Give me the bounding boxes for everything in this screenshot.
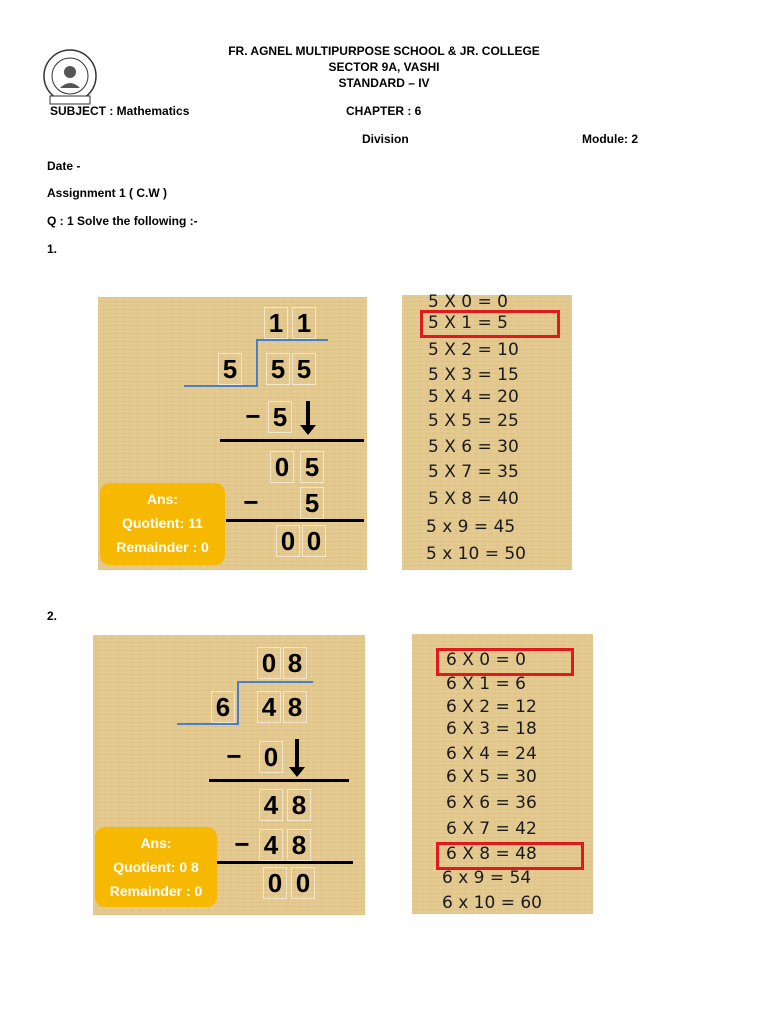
division-bar	[237, 681, 313, 683]
bring-down-digit: 5	[300, 451, 324, 483]
subtract-digit: 5	[268, 401, 292, 433]
table-row: 5 X 6 = 30	[428, 437, 519, 457]
school-sector: SECTOR 9A, VASHI	[328, 60, 440, 74]
table-row: 6 x 10 = 60	[442, 893, 542, 913]
bring-down-arrow-head-icon	[300, 425, 316, 435]
division-bar	[256, 339, 328, 341]
subtract-digit: 0	[259, 741, 283, 773]
table-row: 6 X 2 = 12	[446, 697, 537, 717]
bring-down-digit: 0	[270, 451, 294, 483]
answer-remainder: Remainder : 0	[109, 883, 203, 899]
minus-sign: −	[234, 829, 250, 859]
bring-down-arrow-icon	[295, 739, 299, 769]
date-label: Date -	[47, 159, 81, 173]
module-label: Module: 2	[582, 132, 638, 146]
table-row: 5 X 1 = 5	[428, 313, 508, 333]
subtraction-line	[226, 519, 364, 522]
division-panel-2	[93, 635, 365, 915]
remainder-digit: 0	[276, 525, 300, 557]
subtraction-line	[209, 861, 353, 864]
table-row: 6 X 5 = 30	[446, 767, 537, 787]
bring-down-arrow-icon	[306, 401, 310, 427]
table-row: 5 X 7 = 35	[428, 462, 519, 482]
minus-sign: −	[226, 741, 242, 771]
answer-title: Ans:	[146, 491, 179, 507]
highlight-box	[420, 310, 560, 338]
answer-title: Ans:	[140, 835, 172, 851]
table-row: 5 X 2 = 10	[428, 340, 519, 360]
remainder-digit: 0	[291, 867, 315, 899]
table-row: 5 X 5 = 25	[428, 411, 519, 431]
dividend-digit: 5	[266, 353, 290, 385]
answer-quotient: Quotient: 11	[122, 515, 203, 531]
table-row: 5 x 10 = 50	[426, 544, 526, 564]
table-row: 5 X 3 = 15	[428, 365, 519, 385]
table-row: 5 X 8 = 40	[428, 489, 519, 509]
bring-down-arrow-head-icon	[289, 767, 305, 777]
dividend-digit: 4	[257, 691, 281, 723]
times-table-6	[412, 634, 593, 914]
divisor-digit: 5	[218, 353, 242, 385]
subtraction-line	[209, 779, 349, 782]
dividend-digit: 8	[283, 691, 307, 723]
answer-box	[95, 827, 217, 907]
table-row: 6 X 7 = 42	[446, 819, 537, 839]
bring-down-digit: 4	[259, 789, 283, 821]
quotient-digit: 1	[264, 307, 288, 339]
subtraction-line	[220, 439, 364, 442]
table-row: 5 x 9 = 45	[426, 517, 516, 537]
school-name: FR. AGNEL MULTIPURPOSE SCHOOL & JR. COLLEGE	[228, 44, 540, 58]
divisor-underline	[177, 723, 239, 725]
subtract-digit: 5	[300, 487, 324, 519]
remainder-digit: 0	[302, 525, 326, 557]
answer-remainder: Remainder : 0	[116, 539, 209, 555]
answer-box	[100, 483, 225, 565]
assignment-label: Assignment 1 ( C.W )	[47, 186, 168, 200]
minus-sign: −	[245, 401, 261, 431]
subtract-digit: 8	[287, 829, 311, 861]
table-row: 6 X 4 = 24	[446, 744, 537, 764]
bring-down-digit: 8	[287, 789, 311, 821]
table-row: 6 X 1 = 6	[446, 674, 526, 694]
table-row: 6 X 3 = 18	[446, 719, 537, 739]
topic-label: Division	[362, 132, 409, 146]
question-number-1: 1.	[47, 242, 58, 256]
quotient-digit: 1	[292, 307, 316, 339]
standard-label: STANDARD – IV	[338, 76, 430, 90]
divisor-digit: 6	[211, 691, 235, 723]
table-row: 5 X 0 = 0	[428, 292, 508, 312]
question-number-2: 2.	[47, 609, 58, 623]
division-bracket	[237, 681, 239, 725]
chapter-label: CHAPTER : 6	[346, 104, 422, 118]
table-row: 5 X 4 = 20	[428, 387, 519, 407]
remainder-digit: 0	[263, 867, 287, 899]
table-row: 6 X 8 = 48	[446, 844, 537, 864]
subject-label: SUBJECT : Mathematics	[50, 104, 190, 118]
minus-sign: −	[243, 487, 259, 517]
subtract-digit: 4	[259, 829, 283, 861]
quotient-digit: 0	[257, 647, 281, 679]
table-row: 6 X 0 = 0	[446, 650, 526, 670]
division-panel-1	[98, 297, 367, 570]
table-row: 6 x 9 = 54	[442, 868, 532, 888]
dividend-digit: 5	[292, 353, 316, 385]
answer-quotient: Quotient: 0 8	[113, 859, 199, 875]
question-label: Q : 1 Solve the following :-	[47, 214, 198, 228]
times-table-5	[402, 292, 572, 570]
divisor-underline	[184, 385, 258, 387]
division-bracket	[256, 339, 258, 387]
table-row: 6 X 6 = 36	[446, 793, 537, 813]
quotient-digit: 8	[283, 647, 307, 679]
